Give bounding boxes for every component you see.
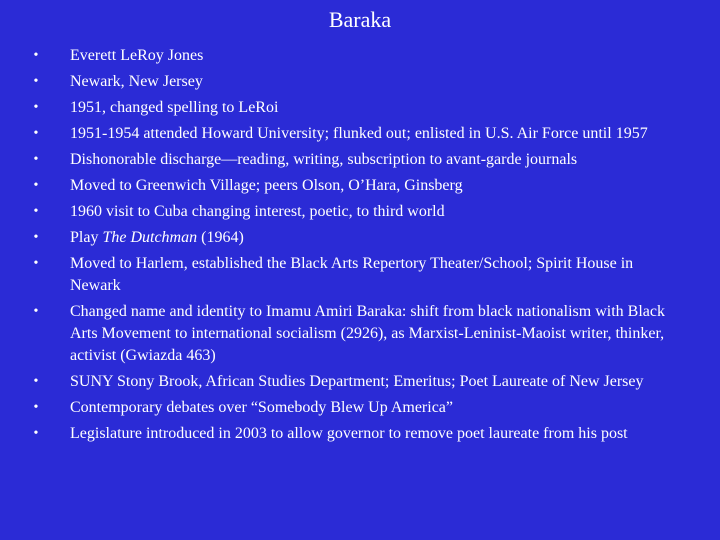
list-item <box>28 397 676 419</box>
bullet-icon: • <box>33 400 39 415</box>
list-item-text: 1951-1954 attended Howard University; flunked out; enlisted in U.S. Air Force until 1957 <box>70 125 648 142</box>
list-item-text: Newark, New Jersey <box>70 73 203 90</box>
list-item <box>28 175 676 197</box>
bullet-icon: • <box>33 74 39 89</box>
list-item-text: SUNY Stony Brook, African Studies Department; Emeritus; Poet Laureate of New Jersey <box>70 373 644 390</box>
list-item <box>28 201 676 223</box>
bullet-icon: • <box>33 126 39 141</box>
play-title: The Dutchman <box>102 229 198 246</box>
list-item <box>28 227 676 249</box>
bullet-icon: • <box>33 48 39 63</box>
slide-title: Baraka <box>328 7 392 32</box>
list-item <box>28 97 676 119</box>
list-item <box>28 301 676 367</box>
bullet-icon: • <box>33 230 39 245</box>
list-item-text: Moved to Harlem, established the Black Arts Repertory Theater/School; Spirit House in Newark <box>70 255 634 294</box>
bullet-icon: • <box>33 152 39 167</box>
bullet-icon: • <box>33 304 39 319</box>
list-item-text-after: (1964) <box>197 229 244 246</box>
list-item <box>28 71 676 93</box>
list-item-text: Changed name and identity to Imamu Amiri Baraka: shift from black nationalism with Black Arts Movement to international socialism (2926), as Marxist-Leninist-Maoist writer, thinker, activist (Gwiazda 463) <box>70 303 665 364</box>
bullet-icon: • <box>33 426 39 441</box>
bullet-list <box>0 45 720 445</box>
bullet-icon: • <box>33 178 39 193</box>
list-item <box>28 423 676 445</box>
bullet-icon: • <box>33 256 39 271</box>
bullet-icon: • <box>33 100 39 115</box>
list-item <box>28 253 676 297</box>
list-item <box>28 123 676 145</box>
list-item-text-before: Play <box>70 229 103 246</box>
list-item-text: Legislature introduced in 2003 to allow governor to remove poet laureate from his post <box>70 425 628 442</box>
list-item-text: Moved to Greenwich Village; peers Olson, O’Hara, Ginsberg <box>70 177 463 194</box>
list-item <box>28 45 676 67</box>
list-item <box>28 371 676 393</box>
list-item-text: Everett LeRoy Jones <box>70 47 204 64</box>
list-item-text: 1960 visit to Cuba changing interest, poetic, to third world <box>70 203 445 220</box>
list-item-text: 1951, changed spelling to LeRoi <box>70 99 279 116</box>
list-item <box>28 149 676 171</box>
list-item-text: Dishonorable discharge—reading, writing, subscription to avant-garde journals <box>70 151 578 168</box>
bullet-icon: • <box>33 204 39 219</box>
bullet-icon: • <box>33 374 39 389</box>
list-item-text: Contemporary debates over “Somebody Blew Up America” <box>70 399 453 416</box>
